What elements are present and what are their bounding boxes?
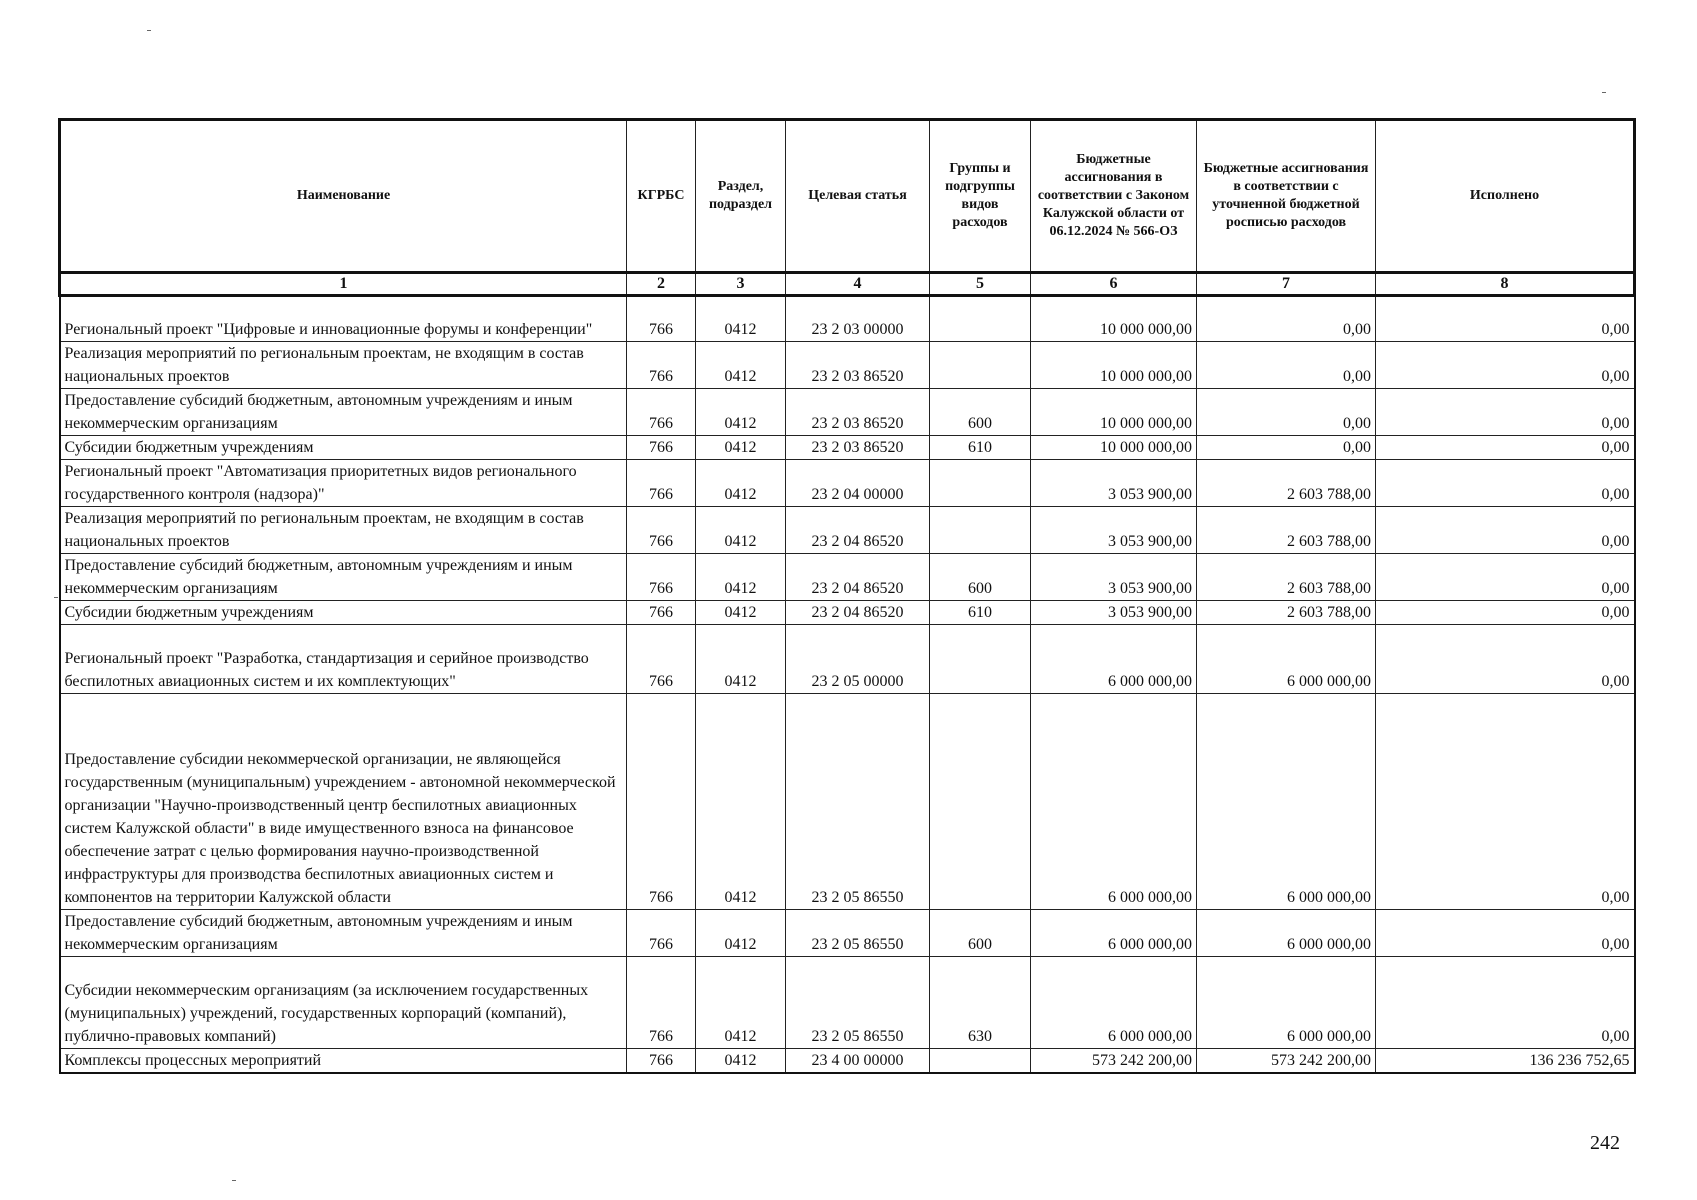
header-executed: Исполнено [1376, 120, 1635, 273]
table-header [60, 120, 1635, 296]
cell-expense-group: 610 [930, 601, 1031, 625]
cell-expense-group [930, 694, 1031, 910]
cell-name: Региональный проект "Разработка, стандартизация и серийное производство беспилотных авиационных систем и их комплектующих" [60, 625, 627, 694]
budget-table [58, 118, 1636, 1074]
cell-law-allocation: 6 000 000,00 [1031, 694, 1197, 910]
cell-plan-allocation: 6 000 000,00 [1197, 910, 1376, 957]
cell-target-article: 23 2 04 86520 [786, 601, 930, 625]
header-expense-group: Группы и подгруппы видов расходов [930, 120, 1031, 273]
cell-executed: 0,00 [1376, 342, 1635, 389]
cell-law-allocation: 3 053 900,00 [1031, 507, 1197, 554]
col-number: 1 [60, 273, 627, 296]
cell-law-allocation: 3 053 900,00 [1031, 601, 1197, 625]
column-number-row [60, 273, 1635, 296]
cell-executed: 0,00 [1376, 436, 1635, 460]
cell-plan-allocation: 6 000 000,00 [1197, 625, 1376, 694]
cell-law-allocation: 10 000 000,00 [1031, 296, 1197, 342]
cell-name: Субсидии бюджетным учреждениям [60, 601, 627, 625]
cell-razdel: 0412 [696, 625, 786, 694]
cell-kgrbs: 766 [627, 601, 696, 625]
cell-razdel: 0412 [696, 436, 786, 460]
cell-plan-allocation: 0,00 [1197, 296, 1376, 342]
cell-law-allocation: 3 053 900,00 [1031, 460, 1197, 507]
cell-kgrbs: 766 [627, 554, 696, 601]
cell-expense-group [930, 1049, 1031, 1074]
col-number: 6 [1031, 273, 1197, 296]
cell-kgrbs: 766 [627, 507, 696, 554]
cell-law-allocation: 3 053 900,00 [1031, 554, 1197, 601]
cell-target-article: 23 2 05 86550 [786, 957, 930, 1049]
table-row [60, 554, 1635, 601]
cell-law-allocation: 10 000 000,00 [1031, 436, 1197, 460]
cell-plan-allocation: 0,00 [1197, 342, 1376, 389]
header-name: Наименование [60, 120, 627, 273]
cell-plan-allocation: 2 603 788,00 [1197, 507, 1376, 554]
cell-law-allocation: 6 000 000,00 [1031, 957, 1197, 1049]
col-number: 2 [627, 273, 696, 296]
scan-mark [232, 1180, 236, 1181]
cell-name: Реализация мероприятий по региональным проектам, не входящим в состав национальных проектов [60, 507, 627, 554]
table-row [60, 436, 1635, 460]
header-law-allocation: Бюджетные ассигнования в соответствии с Законом Калужской области от 06.12.2024 № 566-ОЗ [1031, 120, 1197, 273]
cell-razdel: 0412 [696, 957, 786, 1049]
cell-target-article: 23 2 03 00000 [786, 296, 930, 342]
scan-mark [54, 597, 58, 598]
col-number: 7 [1197, 273, 1376, 296]
cell-expense-group: 600 [930, 910, 1031, 957]
cell-target-article: 23 2 04 00000 [786, 460, 930, 507]
cell-kgrbs: 766 [627, 1049, 696, 1074]
cell-expense-group [930, 296, 1031, 342]
cell-executed: 0,00 [1376, 507, 1635, 554]
scan-mark [1602, 92, 1606, 93]
cell-law-allocation: 573 242 200,00 [1031, 1049, 1197, 1074]
cell-razdel: 0412 [696, 507, 786, 554]
table-row [60, 601, 1635, 625]
table-row [60, 910, 1635, 957]
cell-plan-allocation: 0,00 [1197, 389, 1376, 436]
cell-target-article: 23 2 04 86520 [786, 554, 930, 601]
cell-plan-allocation: 0,00 [1197, 436, 1376, 460]
cell-executed: 0,00 [1376, 910, 1635, 957]
cell-razdel: 0412 [696, 554, 786, 601]
cell-kgrbs: 766 [627, 910, 696, 957]
cell-razdel: 0412 [696, 910, 786, 957]
cell-name: Региональный проект "Автоматизация приоритетных видов регионального государственного контроля (надзора)" [60, 460, 627, 507]
cell-kgrbs: 766 [627, 625, 696, 694]
cell-plan-allocation: 2 603 788,00 [1197, 460, 1376, 507]
cell-razdel: 0412 [696, 389, 786, 436]
cell-law-allocation: 10 000 000,00 [1031, 389, 1197, 436]
cell-razdel: 0412 [696, 342, 786, 389]
cell-expense-group: 610 [930, 436, 1031, 460]
header-kgrbs: КГРБС [627, 120, 696, 273]
cell-expense-group: 600 [930, 389, 1031, 436]
cell-kgrbs: 766 [627, 389, 696, 436]
header-row [60, 120, 1635, 273]
cell-name: Реализация мероприятий по региональным проектам, не входящим в состав национальных проектов [60, 342, 627, 389]
page-number: 242 [1590, 1132, 1620, 1154]
cell-plan-allocation: 2 603 788,00 [1197, 601, 1376, 625]
cell-law-allocation: 6 000 000,00 [1031, 910, 1197, 957]
cell-target-article: 23 2 05 00000 [786, 625, 930, 694]
cell-kgrbs: 766 [627, 460, 696, 507]
cell-plan-allocation: 2 603 788,00 [1197, 554, 1376, 601]
cell-executed: 0,00 [1376, 554, 1635, 601]
cell-name: Субсидии бюджетным учреждениям [60, 436, 627, 460]
cell-executed: 0,00 [1376, 389, 1635, 436]
cell-executed: 0,00 [1376, 601, 1635, 625]
table-row [60, 957, 1635, 1049]
col-number: 4 [786, 273, 930, 296]
cell-executed: 0,00 [1376, 296, 1635, 342]
cell-executed: 0,00 [1376, 694, 1635, 910]
cell-expense-group [930, 342, 1031, 389]
cell-expense-group [930, 507, 1031, 554]
cell-name: Предоставление субсидии некоммерческой организации, не являющейся государственным (муниципальным) учреждением - автономной некоммерческой организации "Научно-производственный центр беспилотных авиационных систем Калужской области" в виде имущественного взноса на финансовое обеспечение затрат с целью формирования научно-производственной инфраструктуры для производства беспилотных авиационных систем и компонентов на территории Калужской области [60, 694, 627, 910]
cell-target-article: 23 4 00 00000 [786, 1049, 930, 1074]
header-razdel: Раздел, подраздел [696, 120, 786, 273]
budget-table-sheet [58, 118, 1633, 1074]
cell-target-article: 23 2 03 86520 [786, 436, 930, 460]
cell-expense-group: 600 [930, 554, 1031, 601]
col-number: 3 [696, 273, 786, 296]
table-row [60, 342, 1635, 389]
cell-razdel: 0412 [696, 694, 786, 910]
cell-name: Предоставление субсидий бюджетным, автономным учреждениям и иным некоммерческим организациям [60, 554, 627, 601]
cell-name: Предоставление субсидий бюджетным, автономным учреждениям и иным некоммерческим организациям [60, 910, 627, 957]
cell-executed: 0,00 [1376, 460, 1635, 507]
cell-kgrbs: 766 [627, 296, 696, 342]
cell-name: Региональный проект "Цифровые и инновационные форумы и конференции" [60, 296, 627, 342]
cell-razdel: 0412 [696, 1049, 786, 1074]
table-row [60, 460, 1635, 507]
table-row [60, 625, 1635, 694]
cell-plan-allocation: 6 000 000,00 [1197, 957, 1376, 1049]
cell-kgrbs: 766 [627, 436, 696, 460]
cell-target-article: 23 2 04 86520 [786, 507, 930, 554]
cell-law-allocation: 6 000 000,00 [1031, 625, 1197, 694]
cell-plan-allocation: 6 000 000,00 [1197, 694, 1376, 910]
cell-executed: 0,00 [1376, 625, 1635, 694]
cell-kgrbs: 766 [627, 957, 696, 1049]
table-row [60, 389, 1635, 436]
cell-razdel: 0412 [696, 296, 786, 342]
cell-razdel: 0412 [696, 460, 786, 507]
col-number: 5 [930, 273, 1031, 296]
table-row [60, 507, 1635, 554]
cell-name: Предоставление субсидий бюджетным, автономным учреждениям и иным некоммерческим организациям [60, 389, 627, 436]
cell-expense-group [930, 460, 1031, 507]
table-row [60, 694, 1635, 910]
table-row [60, 1049, 1635, 1074]
cell-expense-group [930, 625, 1031, 694]
table-body [60, 296, 1635, 1074]
cell-target-article: 23 2 05 86550 [786, 910, 930, 957]
cell-name: Субсидии некоммерческим организациям (за исключением государственных (муниципальных) учреждений, государственных корпораций (компаний), публично-правовых компаний) [60, 957, 627, 1049]
cell-expense-group: 630 [930, 957, 1031, 1049]
cell-target-article: 23 2 03 86520 [786, 342, 930, 389]
cell-law-allocation: 10 000 000,00 [1031, 342, 1197, 389]
cell-executed: 0,00 [1376, 957, 1635, 1049]
header-target-article: Целевая статья [786, 120, 930, 273]
cell-kgrbs: 766 [627, 694, 696, 910]
cell-executed: 136 236 752,65 [1376, 1049, 1635, 1074]
cell-plan-allocation: 573 242 200,00 [1197, 1049, 1376, 1074]
table-row [60, 296, 1635, 342]
cell-razdel: 0412 [696, 601, 786, 625]
header-plan-allocation: Бюджетные ассигнования в соответствии с уточненной бюджетной росписью расходов [1197, 120, 1376, 273]
cell-target-article: 23 2 05 86550 [786, 694, 930, 910]
cell-kgrbs: 766 [627, 342, 696, 389]
col-number: 8 [1376, 273, 1635, 296]
scan-mark [147, 30, 151, 31]
cell-target-article: 23 2 03 86520 [786, 389, 930, 436]
cell-name: Комплексы процессных мероприятий [60, 1049, 627, 1074]
